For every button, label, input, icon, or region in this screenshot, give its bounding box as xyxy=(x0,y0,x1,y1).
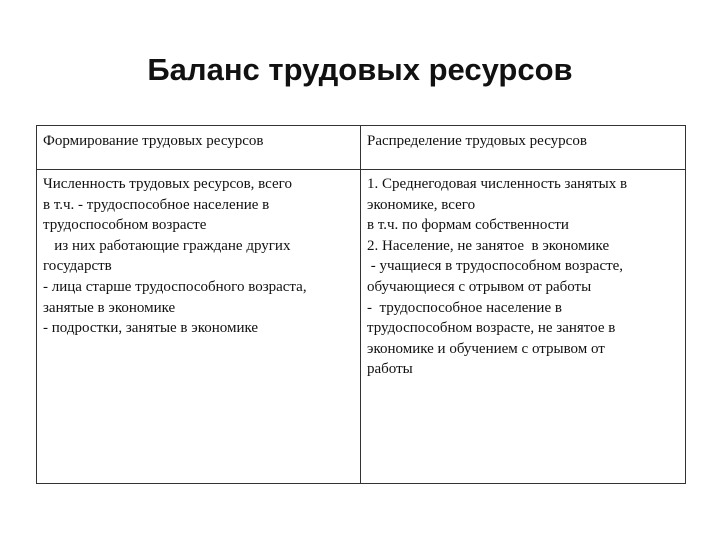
formation-line: занятые в экономике xyxy=(43,299,176,316)
header-formation: Формирование трудовых ресурсов xyxy=(37,126,361,170)
page-title: Баланс трудовых ресурсов xyxy=(147,52,573,87)
distribution-line: 2. Население, не занятое в экономике xyxy=(367,237,610,254)
formation-cell xyxy=(37,170,361,484)
table-header-row xyxy=(37,126,686,170)
distribution-line: - трудоспособное население в xyxy=(367,299,562,316)
formation-line: трудоспособном возрасте xyxy=(43,217,207,234)
distribution-line: работы xyxy=(367,361,413,378)
formation-line: из них работающие граждане других xyxy=(43,237,291,254)
formation-line: - лица старше трудоспособного возраста, xyxy=(43,278,307,295)
formation-line: - подростки, занятые в экономике xyxy=(43,320,259,337)
formation-line: Численность трудовых ресурсов, всего xyxy=(43,176,292,192)
balance-table xyxy=(36,125,686,484)
distribution-line: в т.ч. по формам собственности xyxy=(367,217,569,234)
header-distribution: Распределение трудовых ресурсов xyxy=(361,126,686,170)
distribution-line: трудоспособном возрасте, не занятое в xyxy=(367,320,616,337)
distribution-line: экономике, всего xyxy=(367,196,476,213)
formation-line: в т.ч. - трудоспособное население в xyxy=(43,196,270,213)
distribution-line: 1. Среднегодовая численность занятых в xyxy=(367,176,628,192)
distribution-line: обучающиеся с отрывом от работы xyxy=(367,278,592,295)
distribution-cell xyxy=(361,170,686,484)
distribution-line: экономике и обучением с отрывом от xyxy=(367,340,605,357)
table-row xyxy=(37,170,686,484)
distribution-line: - учащиеся в трудоспособном возрасте, xyxy=(367,258,624,275)
formation-line: государств xyxy=(43,258,112,275)
